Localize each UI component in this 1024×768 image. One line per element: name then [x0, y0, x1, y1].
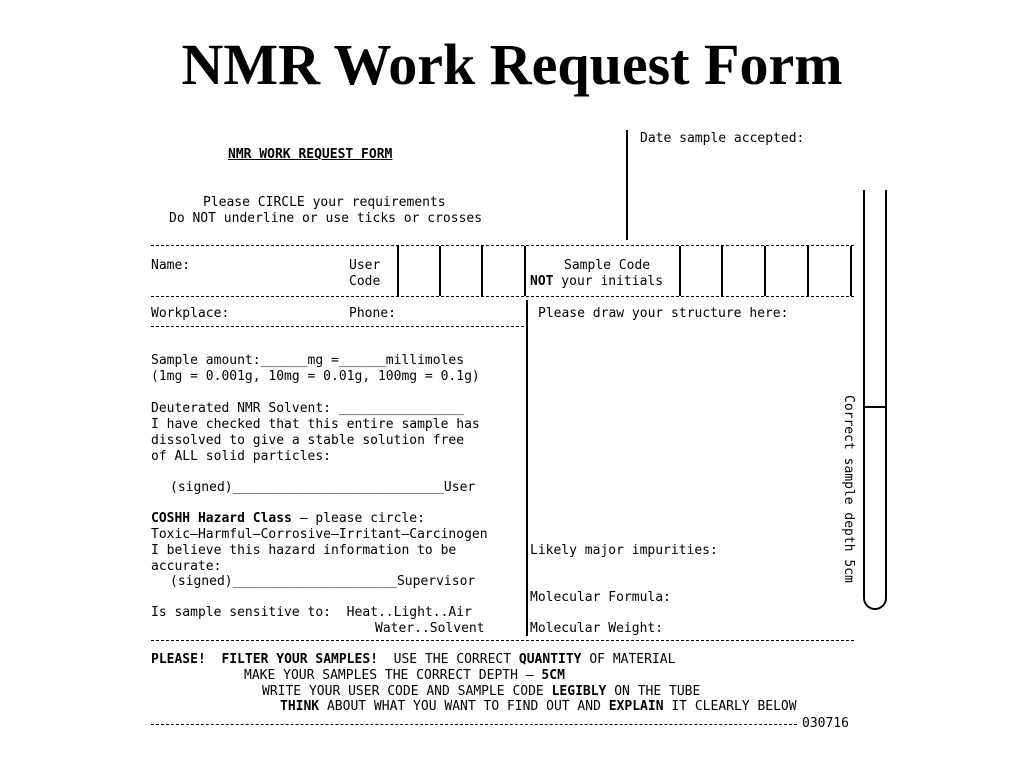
- instructions-circle: Please CIRCLE your requirements: [203, 195, 446, 210]
- please-label: PLEASE!: [151, 652, 206, 667]
- divider-line: [151, 326, 524, 327]
- clearly-label: IT CLEARLY BELOW: [671, 699, 797, 714]
- date-divider: [626, 130, 628, 240]
- user-code-box[interactable]: [439, 246, 441, 296]
- depth-mark: [863, 406, 887, 408]
- use-correct-label: USE THE CORRECT: [393, 652, 512, 667]
- belief-line-1: I believe this hazard information to be: [151, 543, 457, 558]
- depth-instruction: MAKE YOUR SAMPLES THE CORRECT DEPTH –: [244, 668, 534, 683]
- user-code-label-1: User: [349, 258, 381, 273]
- divider-line: [151, 724, 797, 725]
- draw-structure-label: Please draw your structure here:: [538, 306, 789, 321]
- about-label: ABOUT WHAT YOU WANT TO FIND OUT AND: [326, 699, 601, 714]
- sensitivity-options-1[interactable]: Is sample sensitive to: Heat..Light..Air: [151, 605, 472, 620]
- user-code-box[interactable]: [481, 246, 483, 296]
- divider-line: [151, 640, 854, 641]
- divider-line: [151, 245, 854, 246]
- user-code-box[interactable]: [524, 246, 526, 296]
- sample-code-box[interactable]: [807, 246, 809, 296]
- user-signature-field[interactable]: (signed)___________________________User: [170, 480, 476, 495]
- legibly-label: LEGIBLY: [551, 684, 607, 699]
- weight-label: Molecular Weight:: [530, 621, 664, 636]
- five-cm-label: 5CM: [541, 668, 565, 683]
- sample-code-label-1: Sample Code: [564, 258, 651, 273]
- tube-label: Correct sample depth 5cm: [841, 395, 856, 583]
- write-code-instruction: WRITE YOUR USER CODE AND SAMPLE CODE: [262, 684, 544, 699]
- sample-code-box[interactable]: [850, 246, 852, 296]
- column-divider: [526, 300, 528, 636]
- filter-label: FILTER YOUR SAMPLES!: [221, 652, 378, 667]
- form-number: 030716: [802, 716, 849, 731]
- name-label: Name:: [151, 258, 191, 273]
- belief-line-2: accurate:: [151, 559, 222, 574]
- user-code-label-2: Code: [349, 274, 381, 289]
- sensitivity-options-2[interactable]: Water..Solvent: [375, 621, 485, 636]
- think-label: THINK: [280, 699, 320, 714]
- date-accepted-label: Date sample accepted:: [640, 131, 805, 146]
- slide-title: NMR Work Request Form: [181, 32, 843, 97]
- explain-label: EXPLAIN: [608, 699, 664, 714]
- impurities-label: Likely major impurities:: [530, 543, 718, 558]
- divider-line: [151, 296, 854, 297]
- sample-amount-field[interactable]: Sample amount:______mg =______millimoles: [151, 353, 465, 368]
- coshh-label: COSHH Hazard Class: [151, 511, 292, 526]
- instructions-no-ticks: Do NOT underline or use ticks or crosses: [169, 211, 483, 226]
- conversion-note: (1mg = 0.001g, 10mg = 0.01g, 100mg = 0.1g): [151, 369, 480, 384]
- quantity-label: QUANTITY: [518, 652, 582, 667]
- nmr-tube-drawing: [863, 190, 887, 610]
- not-label: NOT: [530, 274, 554, 289]
- sample-code-label-2: your initials: [553, 274, 664, 289]
- sample-code-box[interactable]: [764, 246, 766, 296]
- declaration-line-2: dissolved to give a stable solution free: [151, 433, 465, 448]
- formula-label: Molecular Formula:: [530, 590, 671, 605]
- user-code-box[interactable]: [397, 246, 399, 296]
- form-heading: NMR WORK REQUEST FORM: [228, 147, 393, 162]
- of-material-label: OF MATERIAL: [589, 652, 676, 667]
- supervisor-signature-field[interactable]: (signed)_____________________Supervisor: [170, 574, 476, 589]
- on-tube-label: ON THE TUBE: [614, 684, 701, 699]
- declaration-line-1: I have checked that this entire sample has: [151, 417, 480, 432]
- phone-label: Phone:: [349, 306, 396, 321]
- coshh-instruction: – please circle:: [291, 511, 425, 526]
- workplace-label: Workplace:: [151, 306, 230, 321]
- declaration-line-3: of ALL solid particles:: [151, 449, 332, 464]
- solvent-field[interactable]: Deuterated NMR Solvent: ________________: [151, 401, 465, 416]
- hazard-options[interactable]: Toxic–Harmful–Corrosive–Irritant–Carcinogen: [151, 527, 488, 542]
- sample-code-box[interactable]: [721, 246, 723, 296]
- sample-code-box[interactable]: [679, 246, 681, 296]
